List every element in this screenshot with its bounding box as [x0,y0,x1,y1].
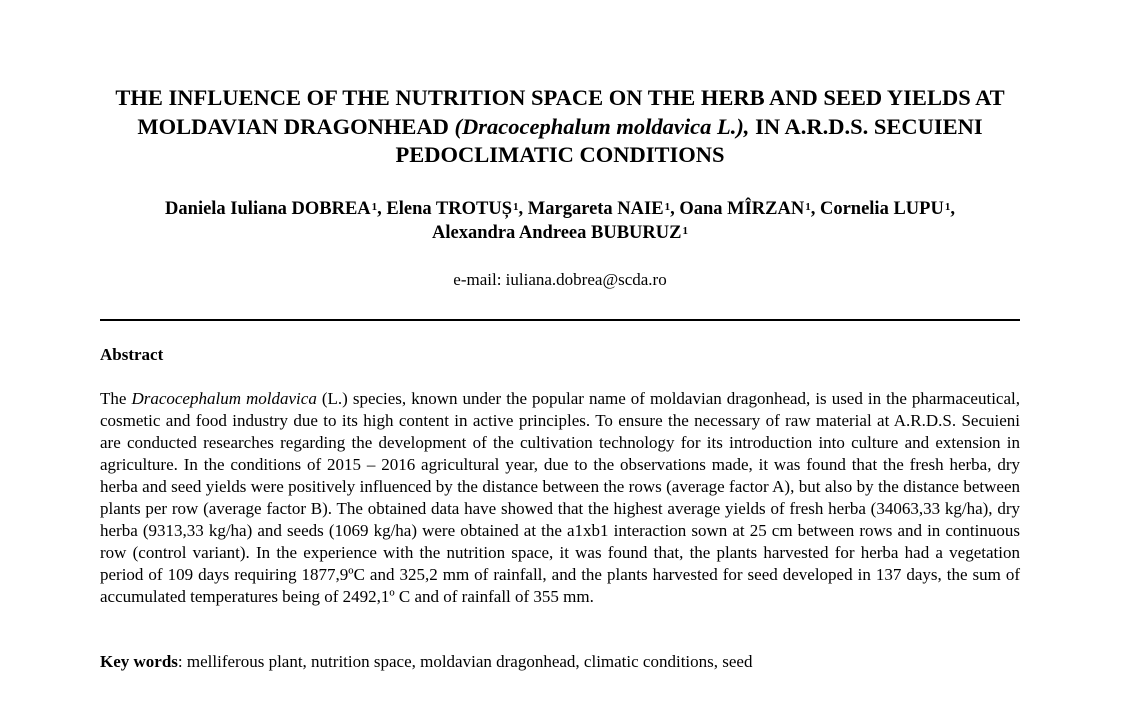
author-separator: , [518,199,528,219]
author [679,199,820,219]
author-name: Cornelia LUPU [819,199,944,219]
abstract-species: Dracocephalum moldavica [131,389,317,408]
author-name: Oana MÎRZAN [679,199,805,219]
title-part-2: IN A.R.D.S. SECUIENI PEDOCLIMATIC CONDITIONS [395,113,983,167]
keywords-label: Key words [100,652,178,671]
author-affiliation: 1 [664,201,671,213]
author [165,199,386,219]
author [820,199,955,219]
author [432,223,688,243]
contact-email: e-mail: iuliana.dobrea@scda.ro [453,270,667,289]
author-separator: , [950,199,955,219]
author-affiliation: 1 [371,201,378,213]
paper-title [100,84,1020,170]
author-separator: , [670,199,680,219]
abstract-heading: Abstract [100,345,164,364]
author-separator: , [810,199,820,219]
title-part-1: THE INFLUENCE OF THE NUTRITION SPACE ON THE HERB AND SEED YIELDS AT MOLDAVIAN DRAGONHEAD [115,85,1005,139]
author-affiliation: 1 [513,201,519,213]
keywords [100,651,1020,673]
author-affiliation: 1 [682,225,688,237]
author-name: Elena TROTUȘ [386,199,513,219]
author-affiliation: 1 [944,201,951,213]
title-species: (Dracocephalum moldavica L.), [454,113,750,139]
abstract-body: (L.) species, known under the popular name of moldavian dragonhead, is used in the pharmaceutical, cosmetic and food industry due to its high content in active principles. To ensure the necessary of raw material at A.R.D.S. Secuieni are conducted researches regarding the development of the cultivation technology for its introduction into culture and extension in agriculture. In the conditions of 2015 – 2016 agricultural year, due to the observations made, it was found that the fresh herba, dry herba and seed yields were positively influenced by the distance between the rows (average factor A), but also by the distance between plants per row (average factor B). The obtained data have showed that the highest average yields of fresh herba (34063,33 kg/ha), dry herba (9313,33 kg/ha) and seeds (1069 kg/ha) were obtained at the a1xb1 interaction sown at 25 cm between rows and in continuous row (control variant). In the experience with the nutrition space, it was found that, the plants harvested for herba had a vegetation period of 109 days requiring 1877,9ºC and 325,2 mm of rainfall, and the plants harvested for seed developed in 137 days, the sum of accumulated temperatures being of 2492,1º C and of rainfall of 355 mm. [100,389,1020,606]
abstract-text [100,388,1020,608]
abstract-intro: The [100,389,132,408]
author-affiliation: 1 [805,201,811,213]
keywords-text: : melliferous plant, nutrition space, moldavian dragonhead, climatic conditions, seed [177,652,753,671]
author [386,199,527,219]
author-name: Daniela Iuliana DOBREA [165,199,371,219]
author-list [100,197,1020,245]
header-divider [100,319,1020,321]
author-name: Alexandra Andreea BUBURUZ [432,223,682,243]
author-separator: , [377,199,387,219]
author-name: Margareta NAIE [527,199,664,219]
author [528,199,680,219]
